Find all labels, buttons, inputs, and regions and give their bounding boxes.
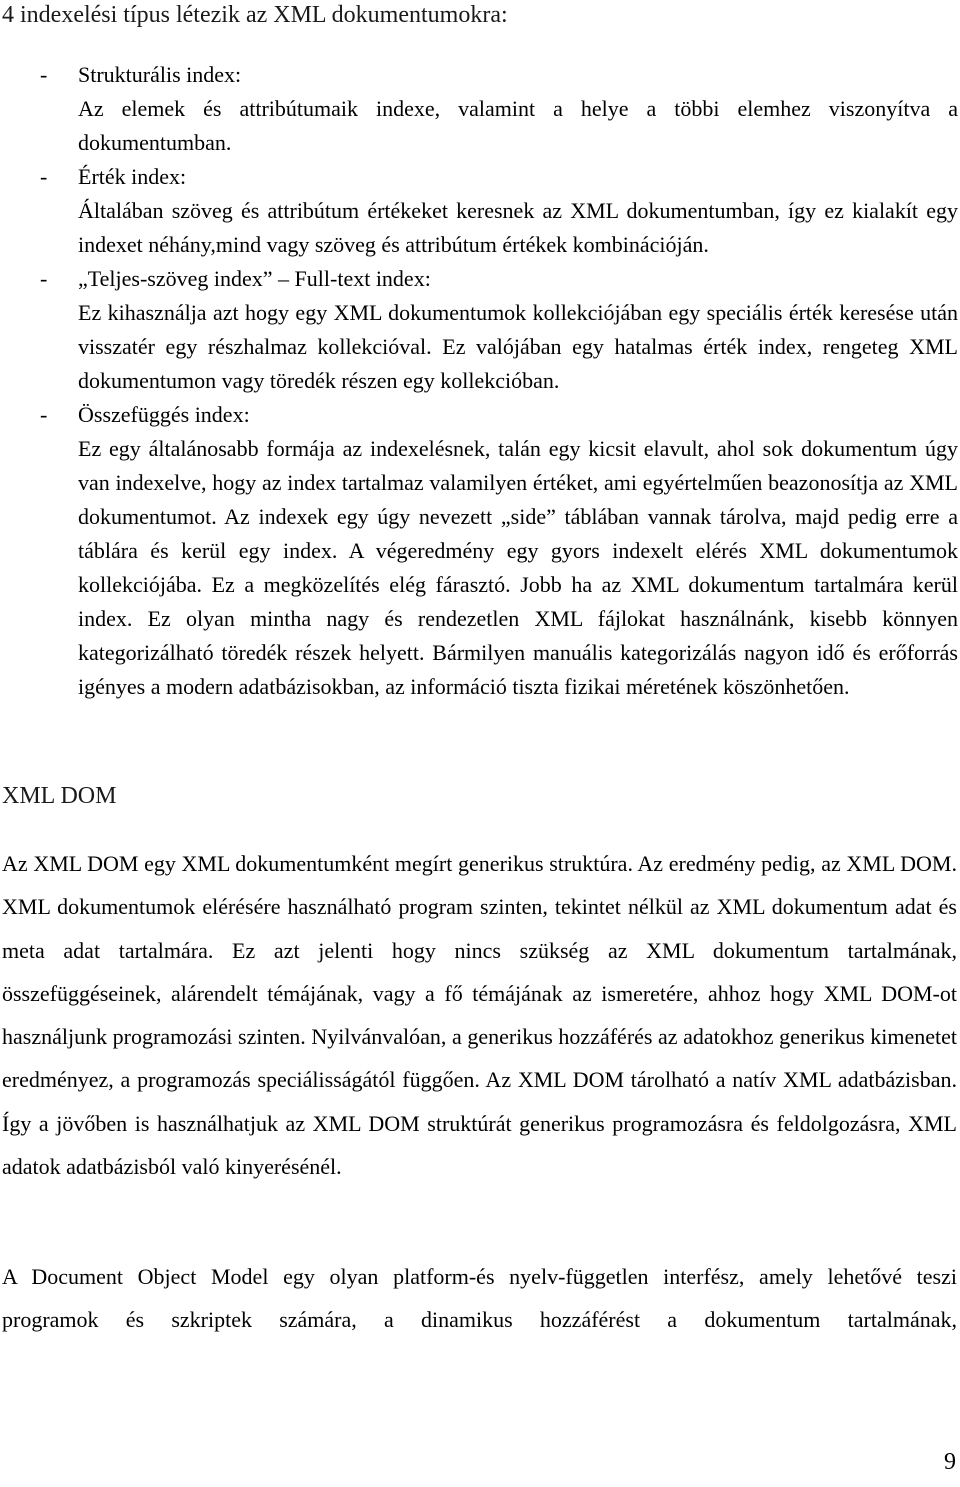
- section-title: XML DOM: [2, 783, 117, 809]
- index-type-list: [0, 58, 960, 704]
- body-paragraph: Az XML DOM egy XML dokumentumként megírt generikus struktúra. Az eredmény pedig, az XML DOM. XML dokumentumok elérésére használható program szinten, tekintet nélkül az XML dokumentum adat és meta adat tartalmára. Ez azt jelenti hogy nincs szükség az XML dokumentum tartalmának, összefüggéseinek, alárendelt témájának, vagy a fő témájának az ismeretére, ahhoz hogy XML DOM-ot használjunk programozási szinten. Nyilvánvalóan, a generikus hozzáférés az adatokhoz generikus kimenetet eredményez, a programozás speciálisságától függően. Az XML DOM tárolható a natív XML adatbázisban. Így a jövőben is használhatjuk az XML DOM struktúrát generikus programozásra és feldolgozásra, XML adatok adatbázisból való kinyerésénél.: [2, 851, 957, 1180]
- list-bullet: -: [40, 402, 48, 427]
- list-item: [0, 398, 958, 704]
- list-item-title: „Teljes-szöveg index” – Full-text index:: [78, 266, 431, 291]
- list-item-title: Érték index:: [78, 164, 187, 189]
- list-item-title: Strukturális index:: [78, 62, 242, 87]
- list-heading: 4 indexelési típus létezik az XML dokumentumokra:: [2, 2, 508, 28]
- list-bullet: -: [40, 62, 48, 87]
- body-paragraph: A Document Object Model egy olyan platform-és nyelv-független interfész, amely lehetővé teszi programok és szkriptek számára, a dinamikus hozzáférést a dokumentum tartalmának,: [2, 1264, 957, 1332]
- list-bullet: -: [40, 266, 48, 291]
- list-item: [0, 262, 958, 398]
- list-item-title: Összefüggés index:: [78, 402, 250, 427]
- list-item-text: Általában szöveg és attribútum értékeket keresnek az XML dokumentumban, így ez kialakít egy indexet néhány,mind vagy szöveg és attribútum értékek kombinációján.: [78, 198, 958, 257]
- list-item-text: Ez egy általánosabb formája az indexelésnek, talán egy kicsit elavult, ahol sok dokumentum úgy van indexelve, hogy az index tartalmaz valamilyen értéket, ami egyértelműen beazonosítja az XML dokumentumot. Az indexek egy úgy nevezett „side” táblában vannak tárolva, majd pedig erre a táblára és kerül egy index. A végeredmény egy gyors indexelt elérés XML dokumentumok kollekciójába. Ez a megközelítés elég fárasztó. Jobb ha az XML dokumentum tartalmára kerül index. Ez olyan mintha nagy és rendezetlen XML fájlokat használnánk, kisebb könnyen kategorizálható töredék részek helyett. Bármilyen manuális kategorizálás nagyon idő és erőforrás igényes a modern adatbázisokban, az információ tiszta fizikai méretének köszönhetően.: [78, 436, 958, 699]
- list-item-text: Ez kihasználja azt hogy egy XML dokumentumok kollekciójában egy speciális érték keresése után visszatér egy részhalmaz kollekcióval. Ez valójában egy hatalmas érték index, rengeteg XML dokumentumon vagy töredék részen egy kollekcióban.: [78, 300, 958, 393]
- list-item: [0, 160, 958, 262]
- list-item: [0, 58, 958, 160]
- page-number: 9: [944, 1449, 956, 1475]
- list-bullet: -: [40, 164, 48, 189]
- list-item-text: Az elemek és attribútumaik indexe, valamint a helye a többi elemhez viszonyítva a dokumentumban.: [78, 96, 958, 155]
